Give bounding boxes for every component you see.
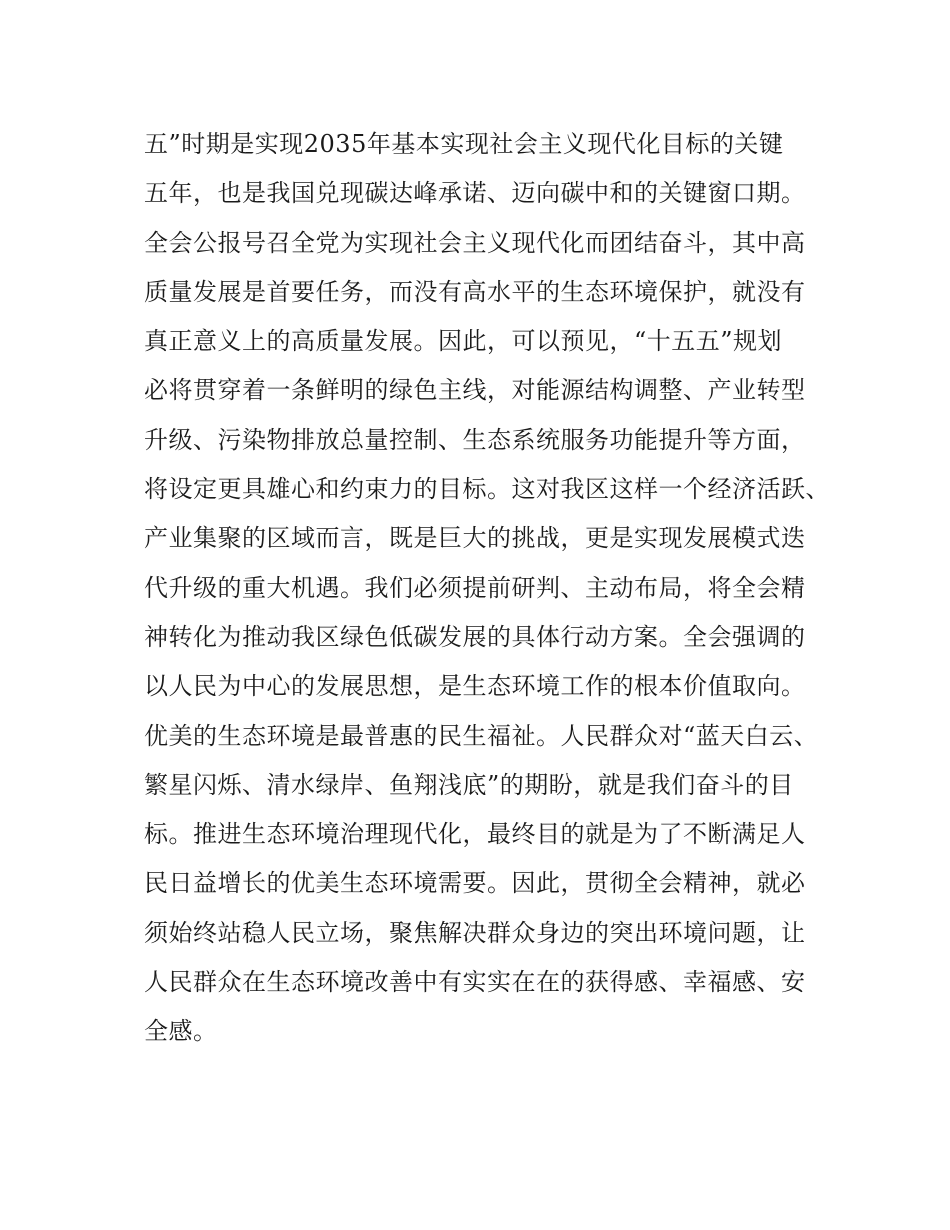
text-line-17: 须始终站稳人民立场，聚焦解决群众身边的突出环境问题，让 bbox=[144, 918, 806, 947]
text-line-9: 产业集聚的区域而言，既是巨大的挑战，更是实现发展模式迭 bbox=[144, 524, 806, 553]
text-line-12: 以人民为中心的发展思想，是生态环境工作的根本价值取向。 bbox=[144, 672, 806, 701]
text-line-6: 必将贯穿着一条鲜明的绿色主线，对能源结构调整、产业转型 bbox=[144, 376, 806, 405]
text-line-7: 升级、污染物排放总量控制、生态系统服务功能提升等方面， bbox=[144, 425, 806, 454]
text-line-1: 五”时期是实现2035年基本实现社会主义现代化目标的关键 bbox=[144, 130, 784, 158]
text-line-3: 全会公报号召全党为实现社会主义现代化而团结奋斗，其中高 bbox=[144, 228, 806, 257]
text-line-11: 神转化为推动我区绿色低碳发展的具体行动方案。全会强调的 bbox=[144, 622, 806, 651]
text-line-19: 全感。 bbox=[144, 1017, 218, 1046]
text-line-5: 真正意义上的高质量发展。因此，可以预见，“十五五”规划 bbox=[144, 327, 783, 356]
text-line-16: 民日益增长的优美生态环境需要。因此，贯彻全会精神，就必 bbox=[144, 869, 806, 898]
text-line-4: 质量发展是首要任务，而没有高水平的生态环境保护，就没有 bbox=[144, 277, 806, 306]
text-line-8: 将设定更具雄心和约束力的目标。这对我区这样一个经济活跃、 bbox=[144, 475, 830, 504]
body-paragraph bbox=[144, 120, 844, 1057]
text-line-15: 标。推进生态环境治理现代化，最终目的就是为了不断满足人 bbox=[144, 820, 806, 849]
text-line-13: 优美的生态环境是最普惠的民生福祉。人民群众对“蓝天白云、 bbox=[144, 721, 819, 750]
text-line-14: 繁星闪烁、清水绿岸、鱼翔浅底”的期盼，就是我们奋斗的目 bbox=[144, 770, 794, 799]
text-line-10: 代升级的重大机遇。我们必须提前研判、主动布局，将全会精 bbox=[144, 573, 806, 602]
text-line-2: 五年，也是我国兑现碳达峰承诺、迈向碳中和的关键窗口期。 bbox=[144, 179, 806, 208]
text-line-18: 人民群众在生态环境改善中有实实在在的获得感、幸福感、安 bbox=[144, 968, 806, 997]
